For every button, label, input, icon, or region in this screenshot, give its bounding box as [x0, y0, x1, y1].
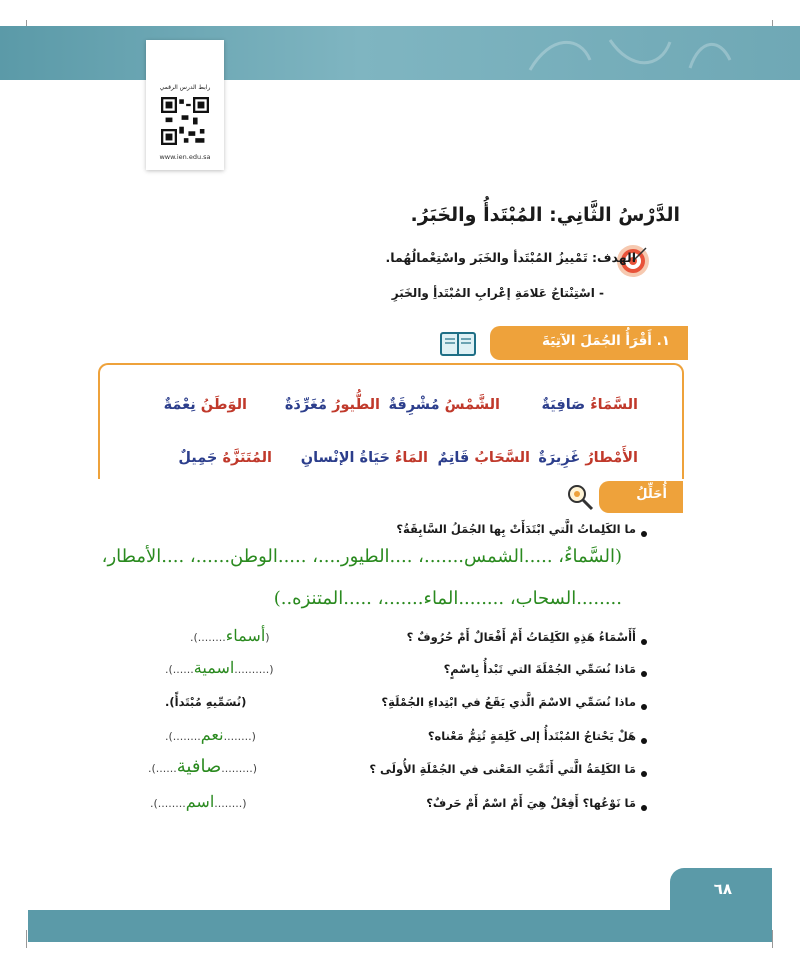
- section-read-label: ١. أَقْرَأُ الجُمَلَ الآتِيَةَ: [542, 333, 670, 349]
- question-2-answer-text: أسماء: [225, 626, 266, 645]
- sentence-predicate: مُغَرِّدَةٌ: [284, 397, 328, 413]
- question-6-answer[interactable]: (.........صافية......).: [148, 756, 258, 777]
- question-7: مَا نَوْعُها؟ أَفِعْلٌ هِيَ أَمْ اسْمٌ أَمْ حَرفٌ؟: [426, 796, 636, 810]
- magnifier-gear-icon: [565, 482, 595, 512]
- question-2: أَأَسْمَاءُ هَذِهِ الكَلِمَاتُ أَمْ أَفْعَالٌ أَمْ حُرُوفٌ ؟: [406, 630, 636, 644]
- question-3-answer-text: اسمية: [193, 658, 235, 677]
- analyze-label: أُحَلِّلُ: [636, 487, 667, 502]
- sentence-predicate: صَافِيَةٌ: [541, 397, 586, 413]
- sentence-subject: الطُّيورُ: [332, 397, 380, 413]
- question-4: ماذا نُسَمِّي الاسْمَ الَّذي يَقَعُ في ابْتِداءِ الجُمْلَةِ؟: [381, 695, 636, 709]
- question-3: مَاذا نُسَمِّي الجُمْلَةَ التي تَبْدأُ بِاسْمٍ؟: [443, 662, 636, 676]
- question-3-answer[interactable]: (..........اسمية......).: [165, 658, 274, 677]
- sentence-subject: المُتَنَزَّهُ: [222, 450, 272, 466]
- sentence-subject: السَّمَاءُ: [590, 397, 638, 413]
- bullet: [641, 738, 647, 744]
- sentence-3: [285, 397, 380, 413]
- bullet: [641, 639, 647, 645]
- question-6-answer-text: صافية: [176, 756, 222, 777]
- page-number-tab: [670, 868, 772, 910]
- sentence-subject: الأَمْطارُ: [585, 450, 638, 466]
- sentence-predicate: غَزِيرَةٌ: [538, 450, 581, 466]
- decorative-letters: [520, 30, 740, 76]
- sentence-predicate: جَمِيلٌ: [178, 450, 218, 466]
- crop-mark: [772, 930, 773, 948]
- question-7-answer-text: اسم: [185, 792, 215, 811]
- section-read-tab: [490, 326, 688, 360]
- question-5: هَلْ يَحْتاجُ المُبْتَدأُ إلى كَلِمَةٍ تُتِمُّ مَعْناه؟: [427, 729, 636, 743]
- sentence-subject: المَاءُ: [395, 450, 428, 466]
- analyze-tab: [599, 481, 683, 513]
- sentence-4: [164, 397, 247, 413]
- question-7-answer[interactable]: (........اسم........).: [150, 792, 247, 811]
- question-6: مَا الكَلِمَةُ الَّتي أَتَمَّتِ المَعْنى في الجُمْلَةِ الأُولَى ؟: [369, 762, 636, 776]
- bullet: [641, 531, 647, 537]
- sentence-5: [538, 450, 638, 466]
- sentence-predicate: حَيَاةُ الإنْسانِ: [300, 450, 390, 466]
- question-1-answer-line-2[interactable]: ........السحاب، ........الماء.......، .....المتنزه..): [273, 588, 622, 609]
- book-icon: [440, 331, 476, 357]
- qr-title: رابط الدرس الرقمي: [159, 84, 211, 91]
- qr-url[interactable]: www.ien.edu.sa: [159, 153, 211, 161]
- sentence-subject: السَّحَابُ: [474, 450, 530, 466]
- footer-band: [28, 910, 772, 942]
- page-number: ٦٨: [713, 880, 732, 898]
- sentence-7: [301, 450, 428, 466]
- crop-mark: [26, 930, 27, 948]
- lesson-goal-secondary: - اسْتِنْتاجُ عَلامَةِ إعْرابِ المُبْتَدأِ والخَبَرِ: [391, 286, 604, 300]
- bullet: [641, 771, 647, 777]
- sentence-8: [178, 450, 272, 466]
- question-2-answer[interactable]: (أسماء........).: [190, 626, 270, 645]
- bullet: [641, 805, 647, 811]
- sentence-2: [389, 397, 501, 413]
- sentence-subject: الوَطَنُ: [200, 397, 247, 413]
- lesson-goal: الهدف: تَمْييزُ المُبْتَدأ والخَبَر واسْتِعْمالُهُما.: [385, 250, 636, 265]
- question-1: ما الكَلِماتُ الَّتي ابْتَدَأَتْ بِها الجُمَلُ السَّابِقَةُ؟: [396, 522, 636, 536]
- question-5-answer-text: نعم: [200, 725, 224, 744]
- sentence-predicate: قَاتِمٌ: [437, 450, 470, 466]
- question-1-answer-line-1[interactable]: (السَّماءُ، .....الشمس.......، ....الطيور....، .....الوطن......، ....الأمطار،: [101, 546, 622, 567]
- sentence-predicate: مُشْرِقَةٌ: [388, 397, 440, 413]
- question-4-answer: (نُسَمِّيهِ مُبْتَدأً).: [165, 695, 247, 709]
- sentence-subject: الشَّمْسُ: [444, 397, 500, 413]
- question-5-answer[interactable]: (........نعم........).: [165, 725, 256, 744]
- bullet: [641, 671, 647, 677]
- lesson-title: الدَّرْسُ الثَّانِي: المُبْتَدأُ والخَبَرُ.: [410, 204, 680, 226]
- qr-card[interactable]: [146, 40, 224, 170]
- bullet: [641, 704, 647, 710]
- sentence-1: [542, 397, 638, 413]
- sentence-6: [438, 450, 530, 466]
- header-band: [0, 26, 800, 80]
- sentence-predicate: نِعْمَةٌ: [163, 397, 196, 413]
- qr-code-icon[interactable]: [161, 97, 209, 145]
